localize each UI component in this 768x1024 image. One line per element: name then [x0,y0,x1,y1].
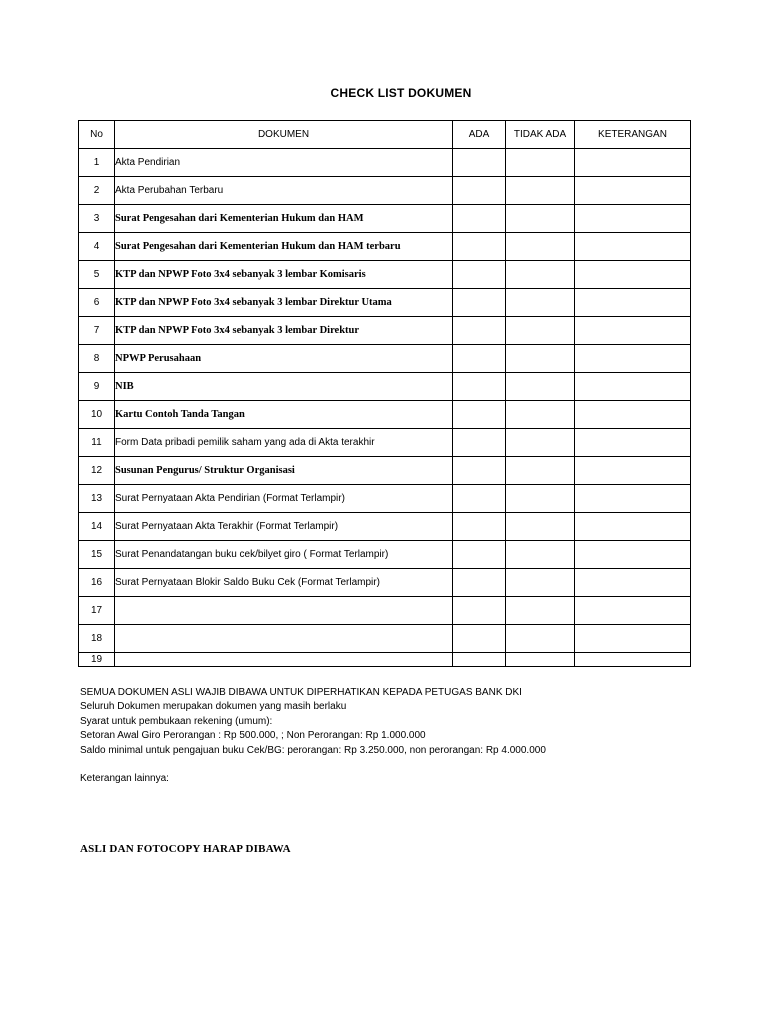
tidak-ada-cell[interactable] [506,317,575,345]
table-row [79,485,691,513]
document-name: Form Data pribadi pemilik saham yang ada di Akta terakhir [115,429,453,457]
ada-cell[interactable] [453,625,506,653]
document-name[interactable] [115,597,453,625]
row-number: 3 [79,205,115,233]
row-number: 9 [79,373,115,401]
ada-cell[interactable] [453,401,506,429]
row-number: 13 [79,485,115,513]
row-number: 5 [79,261,115,289]
table-row [79,205,691,233]
document-name: Akta Perubahan Terbaru [115,177,453,205]
tidak-ada-cell[interactable] [506,541,575,569]
tidak-ada-cell[interactable] [506,569,575,597]
document-name: Akta Pendirian [115,149,453,177]
keterangan-cell[interactable] [575,373,691,401]
keterangan-cell[interactable] [575,177,691,205]
keterangan-cell[interactable] [575,205,691,233]
keterangan-cell[interactable] [575,485,691,513]
keterangan-cell[interactable] [575,457,691,485]
table-row [79,597,691,625]
row-number: 15 [79,541,115,569]
tidak-ada-cell[interactable] [506,261,575,289]
row-number: 11 [79,429,115,457]
ada-cell[interactable] [453,261,506,289]
header-keterangan: KETERANGAN [575,121,691,149]
tidak-ada-cell[interactable] [506,149,575,177]
row-number: 6 [79,289,115,317]
header-row [79,121,691,149]
tidak-ada-cell[interactable] [506,457,575,485]
tidak-ada-cell[interactable] [506,625,575,653]
tidak-ada-cell[interactable] [506,513,575,541]
notes-section [80,686,546,758]
note-line: Seluruh Dokumen merupakan dokumen yang masih berlaku [80,701,347,713]
keterangan-cell[interactable] [575,289,691,317]
ada-cell[interactable] [453,485,506,513]
ada-cell[interactable] [453,289,506,317]
table-row [79,569,691,597]
keterangan-cell[interactable] [575,569,691,597]
document-title: CHECK LIST DOKUMEN [330,86,472,100]
document-name: Kartu Contoh Tanda Tangan [115,401,453,429]
tidak-ada-cell[interactable] [506,177,575,205]
keterangan-cell[interactable] [575,261,691,289]
table-row [79,345,691,373]
ada-cell[interactable] [453,513,506,541]
keterangan-cell[interactable] [575,625,691,653]
tidak-ada-cell[interactable] [506,289,575,317]
keterangan-cell[interactable] [575,513,691,541]
keterangan-cell[interactable] [575,653,691,667]
header-ada: ADA [453,121,506,149]
table-row [79,625,691,653]
keterangan-cell[interactable] [575,541,691,569]
ada-cell[interactable] [453,205,506,233]
keterangan-cell[interactable] [575,429,691,457]
document-name: NIB [115,373,453,401]
header-dokumen: DOKUMEN [115,121,453,149]
table-row [79,457,691,485]
ada-cell[interactable] [453,373,506,401]
table-row [79,653,691,667]
table-row [79,373,691,401]
document-name: Surat Pernyataan Akta Terakhir (Format Terlampir) [115,513,453,541]
header-tidak-ada: TIDAK ADA [506,121,575,149]
checklist-table [78,120,691,667]
tidak-ada-cell[interactable] [506,345,575,373]
document-name: NPWP Perusahaan [115,345,453,373]
note-line: Setoran Awal Giro Perorangan : Rp 500.000, ; Non Perorangan: Rp 1.000.000 [80,730,426,742]
table-row [79,541,691,569]
tidak-ada-cell[interactable] [506,485,575,513]
document-name: Surat Pernyataan Akta Pendirian (Format Terlampir) [115,485,453,513]
ada-cell[interactable] [453,457,506,485]
footer-note: ASLI DAN FOTOCOPY HARAP DIBAWA [80,843,291,855]
tidak-ada-cell[interactable] [506,429,575,457]
row-number: 8 [79,345,115,373]
row-number: 14 [79,513,115,541]
table-row [79,289,691,317]
ada-cell[interactable] [453,653,506,667]
table-row [79,513,691,541]
table-row [79,317,691,345]
document-name: Surat Penandatangan buku cek/bilyet giro ( Format Terlampir) [115,541,453,569]
table-row [79,149,691,177]
keterangan-cell[interactable] [575,345,691,373]
row-number: 1 [79,149,115,177]
row-number: 10 [79,401,115,429]
document-name: KTP dan NPWP Foto 3x4 sebanyak 3 lembar Komisaris [115,261,453,289]
row-number: 12 [79,457,115,485]
table-row [79,177,691,205]
table-row [79,233,691,261]
tidak-ada-cell[interactable] [506,233,575,261]
keterangan-cell[interactable] [575,149,691,177]
ada-cell[interactable] [453,149,506,177]
document-name: Surat Pengesahan dari Kementerian Hukum dan HAM [115,205,453,233]
note-line: Syarat untuk pembukaan rekening (umum): [80,715,273,727]
row-number: 16 [79,569,115,597]
note-line: Saldo minimal untuk pengajuan buku Cek/BG: perorangan: Rp 3.250.000, non perorangan: Rp 4.000.000 [80,744,546,756]
document-name: KTP dan NPWP Foto 3x4 sebanyak 3 lembar Direktur [115,317,453,345]
tidak-ada-cell[interactable] [506,597,575,625]
document-name: Susunan Pengurus/ Struktur Organisasi [115,457,453,485]
tidak-ada-cell[interactable] [506,401,575,429]
row-number: 4 [79,233,115,261]
ada-cell[interactable] [453,233,506,261]
keterangan-cell[interactable] [575,233,691,261]
row-number: 17 [79,597,115,625]
table-row [79,401,691,429]
keterangan-cell[interactable] [575,597,691,625]
tidak-ada-cell[interactable] [506,205,575,233]
tidak-ada-cell[interactable] [506,653,575,667]
row-number: 7 [79,317,115,345]
keterangan-cell[interactable] [575,317,691,345]
document-name: Surat Pengesahan dari Kementerian Hukum dan HAM terbaru [115,233,453,261]
document-name[interactable] [115,625,453,653]
table-row [79,261,691,289]
tidak-ada-cell[interactable] [506,373,575,401]
note-line: SEMUA DOKUMEN ASLI WAJIB DIBAWA UNTUK DIPERHATIKAN KEPADA PETUGAS BANK DKI [80,687,522,698]
ada-cell[interactable] [453,541,506,569]
row-number: 18 [79,625,115,653]
header-no: No [79,121,115,149]
table-row [79,429,691,457]
document-name: Surat Pernyataan Blokir Saldo Buku Cek (Format Terlampir) [115,569,453,597]
document-name: KTP dan NPWP Foto 3x4 sebanyak 3 lembar Direktur Utama [115,289,453,317]
ada-cell[interactable] [453,429,506,457]
keterangan-cell[interactable] [575,401,691,429]
ada-cell[interactable] [453,345,506,373]
ada-cell[interactable] [453,177,506,205]
ada-cell[interactable] [453,569,506,597]
document-name[interactable] [115,653,453,667]
ada-cell[interactable] [453,597,506,625]
other-info-label: Keterangan lainnya: [80,773,169,784]
row-number: 19 [79,653,115,667]
row-number: 2 [79,177,115,205]
ada-cell[interactable] [453,317,506,345]
